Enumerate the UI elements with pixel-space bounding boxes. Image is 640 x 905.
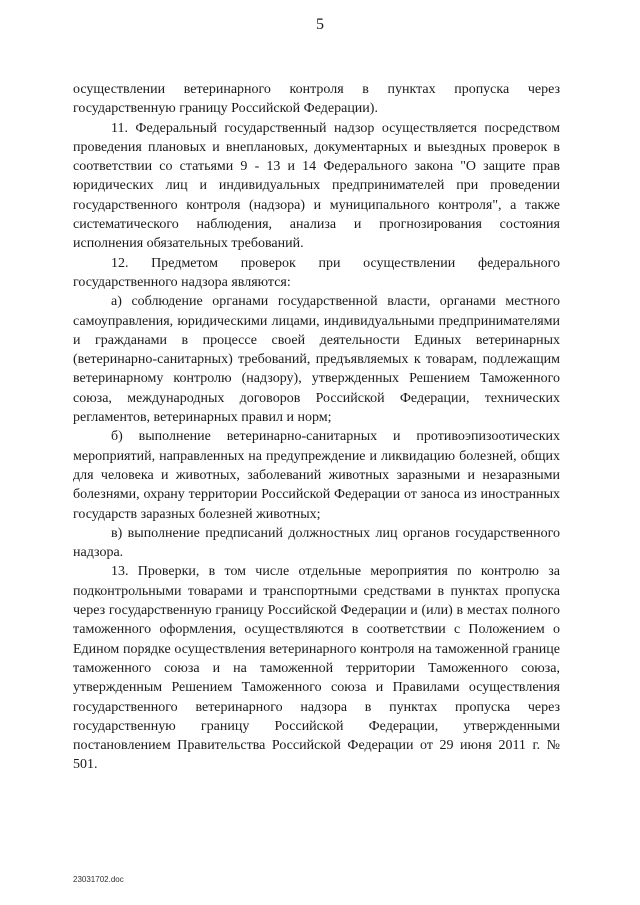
- page-number: 5: [316, 16, 324, 33]
- paragraph-continuation: осуществлении ветеринарного контроля в пунктах пропуска через государственную границу Российской Федерации).: [73, 82, 560, 117]
- paragraph-11: 11. Федеральный государственный надзор осуществляется посредством проведения плановых и внеплановых, документарных и выездных проверок в соответствии со статьями 9 - 13 и 14 Федерального закона "О защите прав юридических лиц и индивидуальных предпринимателей при проведении государственного контроля (надзора) и муниципального контроля", а также систематического наблюдения, анализа и прогнозирования состояния исполнения обязательных требований.: [73, 120, 560, 252]
- document-body: [73, 80, 560, 775]
- paragraph-12-v: в) выполнение предписаний должностных лиц органов государственного надзора.: [73, 525, 560, 561]
- paragraph-12: 12. Предметом проверок при осуществлении федерального государственного надзора являются:: [73, 255, 560, 290]
- paragraph-12-a: а) соблюдение органами государственной власти, органами местного самоуправления, юридическими лицами, индивидуальными предпринимателями и гражданами в процессе своей деятельности Единых ветеринарных (ветеринарно-санитарных) требований, предъявляемых к товарам, подлежащим ветеринарному контролю (надзору), утвержденных Решением Таможенного союза, международных договоров Российской Федерации, технических регламентов, ветеринарных правил и норм;: [73, 294, 560, 426]
- footer-filename: 23031702.doc: [73, 875, 124, 884]
- paragraph-13: 13. Проверки, в том числе отдельные мероприятия по контролю за подконтрольными товарами и транспортными средствами в пунктах пропуска через государственную границу Российской Федерации и (или) в местах полного таможенного оформления, осуществляются в соответствии с Положением о Едином порядке осуществления ветеринарного контроля на таможенной границе таможенного союза и на таможенной территории Таможенного союза, утвержденным Решением Таможенного союза и Правилами осуществления государственного ветеринарного надзора в пунктах пропуска через государственную границу Российской Федерации, утвержденными постановлением Правительства Российской Федерации от 29 июня 2011 г. № 501.: [73, 564, 560, 773]
- paragraph-12-b: б) выполнение ветеринарно-санитарных и противоэпизоотических мероприятий, направленных на предупреждение и ликвидацию болезней, общих для человека и животных, заболеваний животных заразными и незаразными болезнями, охрану территории Российской Федерации от заноса из иностранных государств заразных болезней животных;: [73, 429, 560, 522]
